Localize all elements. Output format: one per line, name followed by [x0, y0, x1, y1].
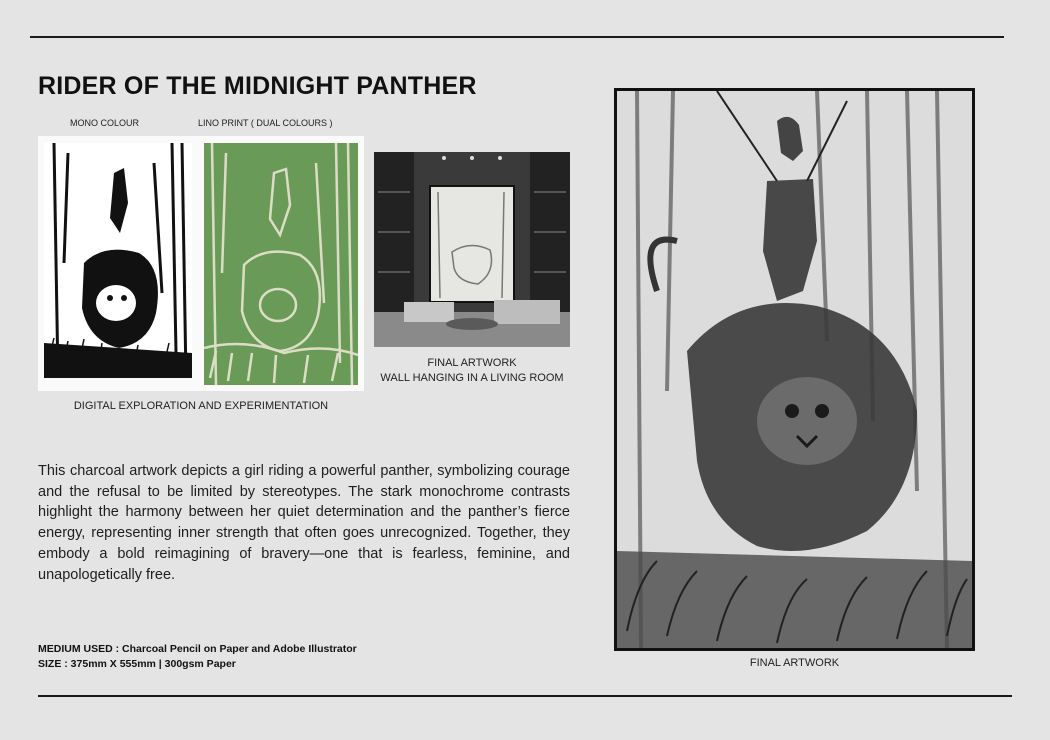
room-caption-line1: FINAL ARTWORK	[427, 357, 517, 369]
final-artwork-image	[617, 91, 972, 648]
top-divider	[30, 36, 1004, 38]
living-room-mockup-image	[374, 152, 570, 347]
final-artwork-frame	[614, 88, 975, 651]
page-title: RIDER OF THE MIDNIGHT PANTHER	[38, 72, 477, 100]
final-artwork-caption: FINAL ARTWORK	[749, 657, 840, 669]
medium-used: MEDIUM USED : Charcoal Pencil on Paper and Adobe Illustrator	[38, 643, 357, 655]
lino-print-image	[204, 143, 358, 385]
lino-print-label: LINO PRINT ( DUAL COLOURS )	[198, 118, 333, 128]
bottom-divider	[38, 695, 1012, 697]
mono-colour-image	[44, 143, 192, 378]
digital-exploration-caption: DIGITAL EXPLORATION AND EXPERIMENTATION	[73, 400, 329, 412]
artwork-description: This charcoal artwork depicts a girl riding a powerful panther, symbolizing courage and the refusal to be limited by stereotypes. The stark monochrome contrasts highlight the harmony between her quiet determination and the panther’s fierce energy, representing inner strength that often goes unrecognized. Together, they embody a bold reimagining of bravery—one that is fearless, feminine, and unapologetically free.	[38, 463, 570, 583]
size-spec: SIZE : 375mm X 555mm | 300gsm Paper	[38, 658, 236, 670]
mono-colour-label: MONO COLOUR	[70, 118, 140, 128]
room-caption-line2: WALL HANGING IN A LIVING ROOM	[380, 372, 564, 384]
